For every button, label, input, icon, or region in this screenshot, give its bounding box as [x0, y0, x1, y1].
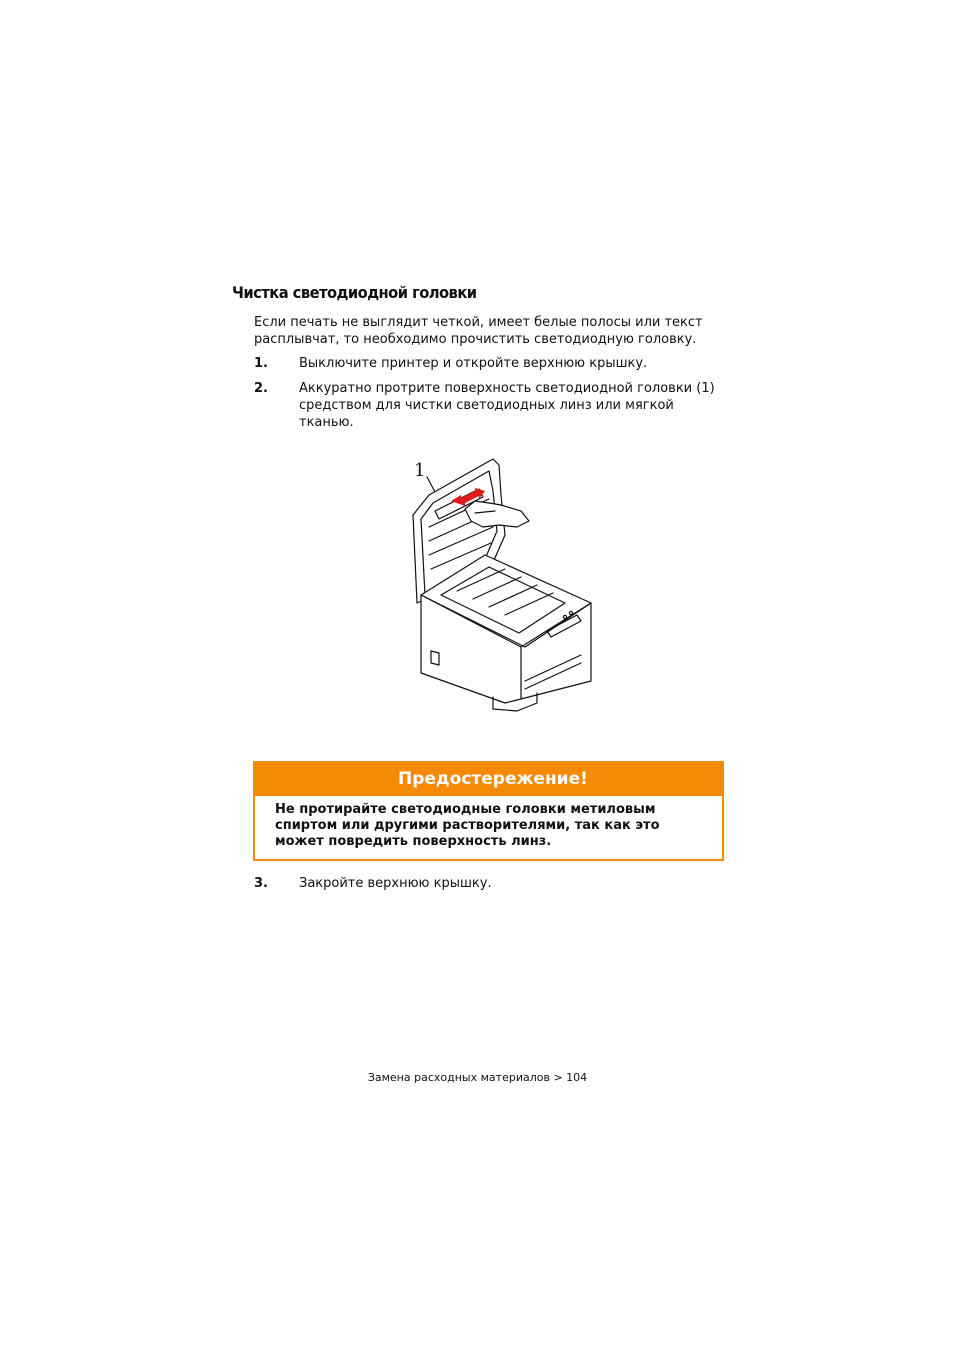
printer-illustration: [405, 455, 595, 713]
step-text: Аккуратно протрите поверхность светодиодной головки (1) средством для чистки светодиодных линз или мягкой тканью.: [299, 381, 715, 430]
warning-title: Предостережение!: [255, 763, 722, 796]
step-text: Выключите принтер и откройте верхнюю крышку.: [299, 356, 648, 371]
step-text: Закройте верхнюю крышку.: [299, 876, 492, 891]
warning-box: [253, 761, 724, 861]
warning-text: Не протирайте светодиодные головки метиловым спиртом или другими растворителями, так как это может повредить поверхность линз.: [275, 802, 660, 849]
step-number: 3.: [254, 876, 268, 891]
step-number: 2.: [254, 381, 268, 396]
step-number: 1.: [254, 356, 268, 371]
intro-paragraph: Если печать не выглядит четкой, имеет белые полосы или текст расплывчат, то необходимо прочистить светодиодную головку.: [254, 315, 703, 347]
figure-callout-label: 1: [414, 460, 426, 481]
page-footer: Замена расходных материалов > 104: [367, 1071, 588, 1084]
section-title: Чистка светодиодной головки: [232, 283, 477, 302]
